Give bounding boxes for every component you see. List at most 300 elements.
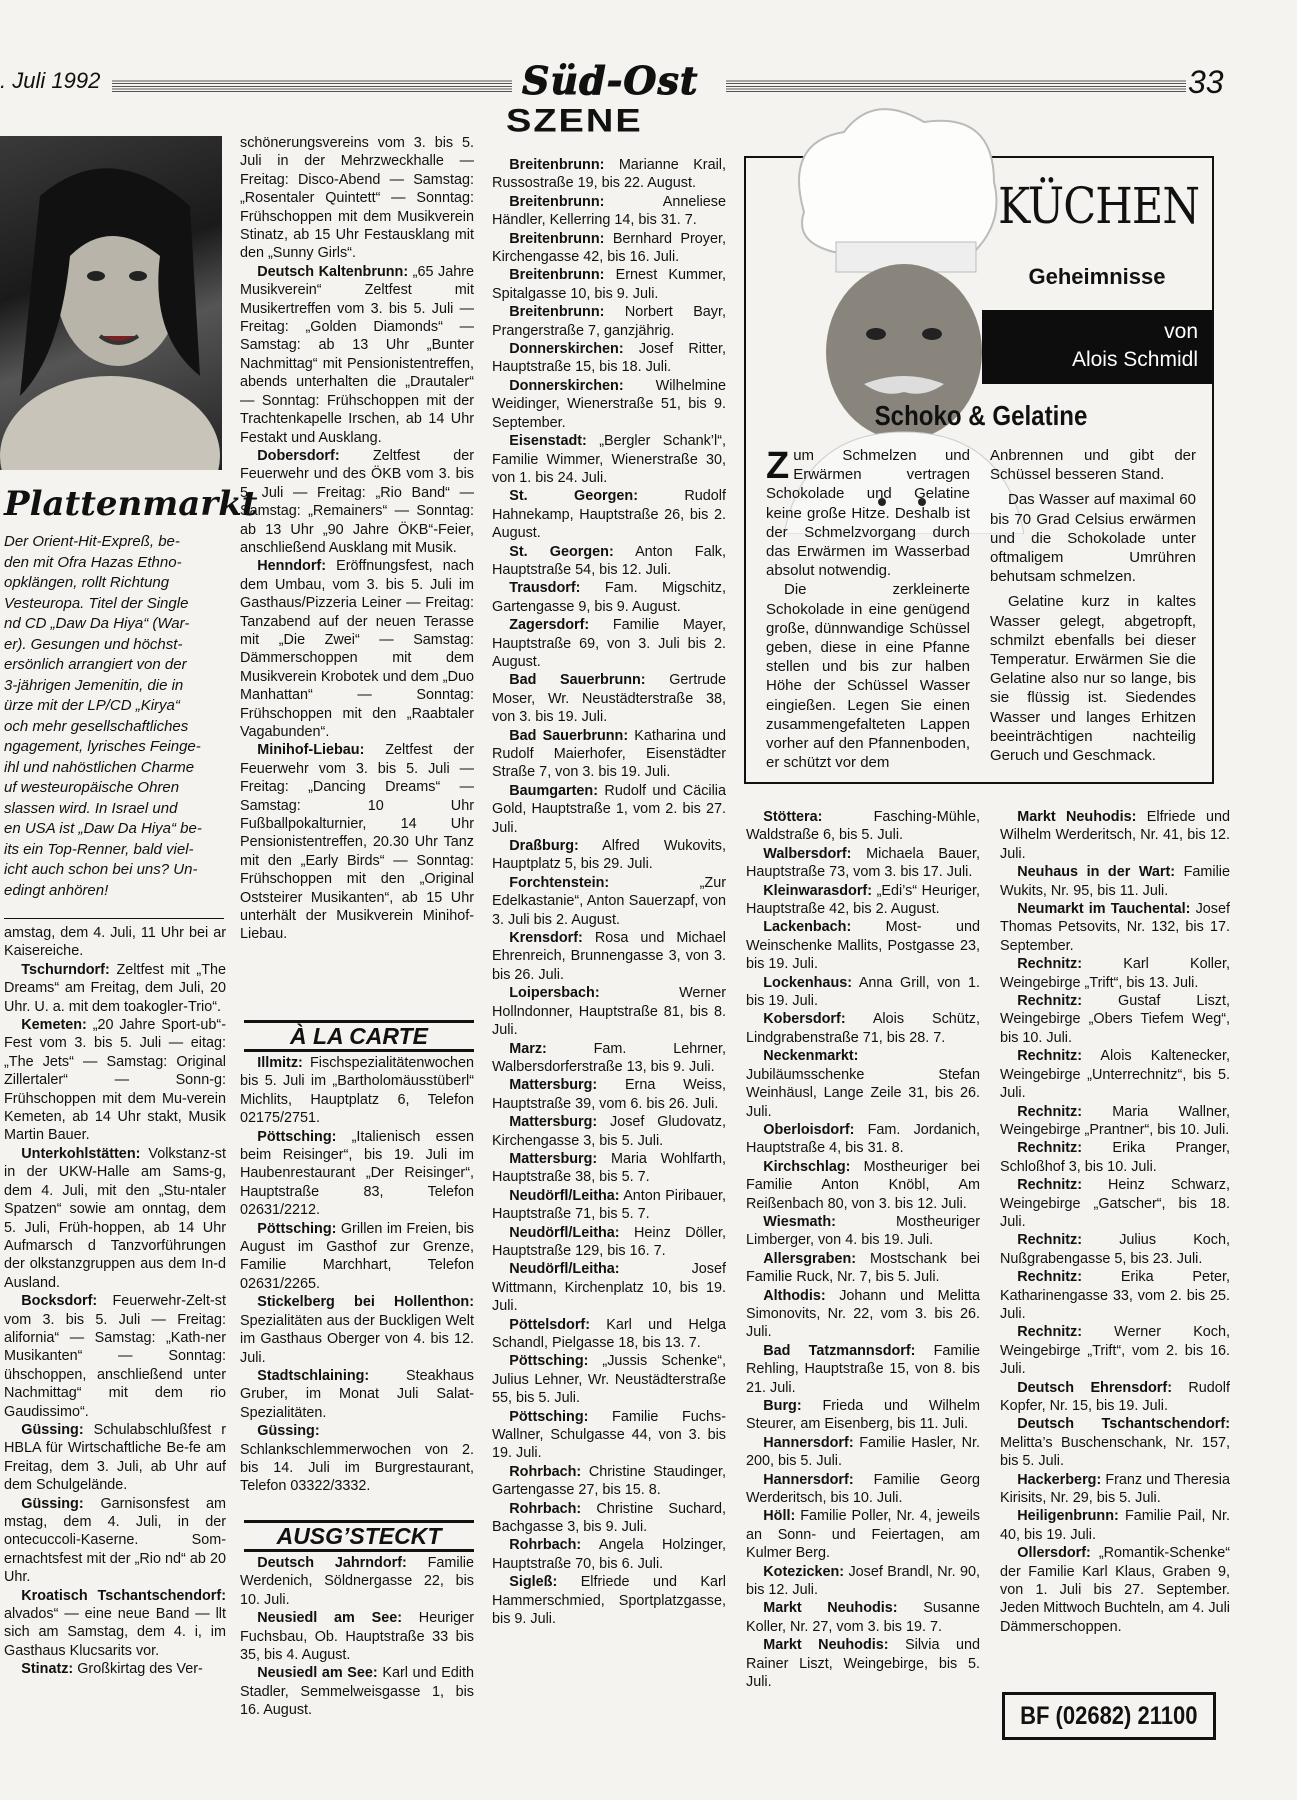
listing-text: Zeltfest mit „The Dreams“ am Freitag, dem Juli, 20 Uhr. U. a. mit dem toakogler-Trio“. (4, 961, 226, 1015)
listing-text: Rosa und Michael Ehrenreich, Brunnengasse 3, von 3. bis 26. Juli. (492, 930, 726, 983)
recipe-dropcap: Z (766, 446, 790, 487)
listing-entry (240, 1554, 474, 1609)
listing-entry (492, 1224, 726, 1261)
listing-text: Franz und Theresia Kirisits, Nr. 29, bis 5. Juli. (1000, 1471, 1230, 1507)
listing-entry (1000, 1139, 1230, 1176)
listing-entry (240, 1293, 474, 1367)
listing-entry (746, 1121, 980, 1158)
listing-text: Maria Wohlfarth, Hauptstraße 38, bis 5. 7. (492, 1150, 726, 1186)
listing-text: Zeltfest der Feuerwehr und des ÖKB vom 3. bis 5. Juli — Freitag: „Rio Band“ — Samstag: „Remainers“ — Sonntag: ab 13 Uhr „90 Jahre ÖKB“-Feier, anschließend Ausklang mit Musik. (240, 447, 474, 556)
listing-place: Güssing: (257, 1423, 320, 1440)
listing-text: „Italienisch essen beim Reisinger“, bis 19. Juli im Haubenrestaurant „Der Reisinger“, Hauptstraße 83, Telefon 02631/2212. (240, 1128, 474, 1219)
listing-place: Kroatisch Tschantschendorf: (21, 1587, 226, 1604)
listing-entry (492, 1573, 726, 1628)
listing-place: Deutsch Ehrensdorf: (1017, 1379, 1172, 1396)
listing-text: Susanne Koller, Nr. 27, vom 3. bis 19. 7. (746, 1600, 980, 1635)
listing-text: Jubiläumsschenke Stefan Weinhäusl, Lange Zeile 31, bis 26. Juli. (746, 1066, 980, 1120)
listing-place: Bad Tatzmannsdorf: (763, 1342, 916, 1359)
listing-entry (4, 1145, 226, 1292)
listing-text: Familie Werdenich, Söldnergasse 22, bis 10. Juli. (240, 1555, 474, 1608)
listing-text: alvados“ — eine neue Band — llt sich am Samstag, dem 4. i, im Gasthaus Klucsarits vor. (4, 1606, 226, 1659)
listing-text: Volkstanz-st in der UKW-Halle am Sams-g, dem 4. Juli, mit den „Stu-ntaler Spatzen“ sowie am onntag, dem 5. Juli, Früh-hoppen, ab 14 Uhr Aufmarsch d Tanzvorführungen der olkstanzgruppen aus dem In-d Ausland. (4, 1145, 226, 1291)
szene-logo (492, 58, 722, 148)
listing-place: Rohrbach: (509, 1463, 582, 1480)
listing-text: Heinz Schwarz, Weingebirge „Gatscher“, bis 18. Juli. (1000, 1177, 1230, 1230)
listing-place: Markt Neuhodis: (1017, 809, 1137, 825)
listing-place: Donnerskirchen: (509, 377, 624, 394)
listing-entry (240, 557, 474, 741)
listing-place: Deutsch Kaltenbrunn: (257, 263, 409, 280)
listing-text: Werner Hollndonner, Hauptstraße 81, bis 8. Juli. (492, 985, 726, 1039)
listing-entry (746, 1434, 980, 1471)
listing-place: Donnerskirchen: (509, 341, 624, 358)
listing-text: Alois Kaltenecker, Weingebirge „Unterrechnitz“, bis 5. Juli. (1000, 1048, 1230, 1102)
listing-entry (4, 1016, 226, 1145)
listing-text: Josef Brandl, Nr. 90, bis 12. Juli. (746, 1563, 980, 1599)
listing-place: Ollersdorf: (1017, 1545, 1091, 1562)
listing-place: Illmitz: (257, 1055, 303, 1071)
listing-place: Pöttsching: (257, 1220, 337, 1237)
listing-place: Breitenbrunn: (509, 304, 605, 321)
listing-place: Stinatz: (21, 1661, 74, 1678)
listing-entry (746, 1599, 980, 1636)
listing-place: Kotezicken: (763, 1563, 845, 1580)
listing-place: Neusiedl am See: (257, 1665, 378, 1682)
intro-line: er). Gesungen und höchst- (4, 635, 183, 653)
listing-entry (492, 156, 726, 193)
intro-line: 3-jährigen Jemenitin, die in (4, 676, 184, 694)
listing-text: „20 Jahre Sport-ub“-Fest vom 3. bis 5. Juli — eitag: „The Jets“ — Samstag: Original Zillertaler“ — Sonn-g: Frühschoppen mit dem Mu-verein Kemeten, ab 14 Uhr stakt, Musik Martin Bauer. (4, 1017, 226, 1144)
listing-entry (746, 1250, 980, 1287)
listing-entry (4, 961, 226, 1016)
listing-place: Güssing: (21, 1495, 84, 1512)
listing-text: Feuerwehr-Zelt-st vom 3. bis 5. Juli — Freitag: alifornia“ — Samstag: „Kath-ner Musikanten“ — Sonntag: ühschoppen, anschließend unter Nachmittag“ mit dem rio Gaudissimo“. (4, 1293, 226, 1420)
intro-line: Der Orient-Hit-Expreß, be- (4, 533, 180, 550)
listing-text: Johann und Melitta Simonovits, Nr. 22, vom 3. bis 26. Juli. (746, 1287, 980, 1341)
listing-place: Neudörfl/Leitha: (509, 1187, 620, 1204)
listing-entry (492, 874, 726, 929)
intro-line: ngagement, lyrisches Feinge- (4, 738, 201, 755)
listing-place: Rechnitz: (1017, 1324, 1083, 1341)
kuechen-title: KÜCHEN (998, 177, 1200, 235)
listing-text: Gustaf Liszt, Weingebirge „Obers Tiefem Weg“, bis 10. Juli. (1000, 993, 1230, 1046)
listing-text: „Edi’s“ Heuriger, Hauptstraße 42, bis 2. August. (746, 882, 980, 918)
plattenmarkt-heading: Plattenmarkt (4, 484, 258, 524)
listing-place: Allersgraben: (763, 1250, 857, 1267)
listing-text: Elfriede und Karl Hammerschmied, Sportplatzgasse, bis 9. Juli. (492, 1574, 726, 1628)
listing-entry (492, 984, 726, 1039)
listing-entry (240, 1054, 474, 1128)
listing-place: Rechnitz: (1017, 1103, 1083, 1120)
heurigen-column-5 (1000, 808, 1230, 1688)
listing-entry (746, 1507, 980, 1562)
listing-entry (746, 1563, 980, 1600)
listing-text: Rudolf Hahnekamp, Hauptstraße 26, bis 2. August. (492, 488, 726, 542)
intro-line: ihl und nahöstlichen Charme (4, 758, 195, 776)
listing-place: Neuhaus in der Wart: (1017, 864, 1176, 881)
recipe-text-right: Anbrennen und gibt der Schüssel besseren Stand. Das Wasser auf maximal 60 bis 70 Grad Celsius erwärmen und die Schokolade unter oftmaligem Umrühren behutsam schmelzen. Gelatine kurz in kaltes Wasser gelegt, abgetropft, schmilzt ebenfalls bei dieser Temperatur. Erwärmen Sie die Gelatine also nur so lange, bis sie flüssig ist. Siedendes Wasser und langes Erhitzen beeinträchtigen nachteilig Geruch und Geschmack. (990, 447, 1196, 765)
listing-place: Forchtenstein: (509, 874, 610, 891)
listing-text: Frieda und Wilhelm Steurer, am Eisenberg, bis 11. Juli. (746, 1398, 980, 1433)
listing-entry (240, 134, 474, 263)
listing-place: Trausdorf: (509, 580, 581, 597)
listing-entry (746, 845, 980, 882)
intro-line: slassen wird. In Israel und (4, 799, 178, 817)
listing-text: Most- und Weinschenke Mallits, Postgasse 23, bis 19. Juli. (746, 919, 980, 973)
listing-entry (240, 263, 474, 447)
listing-entry (240, 447, 474, 557)
listing-entry (746, 1010, 980, 1047)
listing-entry (492, 377, 726, 432)
listing-text: Anneliese Händler, Kellerring 14, bis 31. 7. (492, 193, 726, 229)
listing-entry (492, 193, 726, 230)
listing-entry (1000, 900, 1230, 955)
recipe-text-left: Zum Schmelzen und Erwärmen vertragen Schokolade und Gelatine keine große Hitze. Deshalb ist der Schmelzvorgang durch das Erwärmen im Wasserbad absolut notwendig. Die zerkleinerte Schokolade in eine genügend große, dünnwandige Schüssel geben, diese in eine Pfanne stellen und bis zur halben Höhe der Schüssel Wasser eingießen. Legen Sie einen zusammengefalteten Lappen vorher auf den Pfannenboden, er schützt vor dem (766, 446, 970, 772)
listing-entry (1000, 955, 1230, 992)
listing-entry (746, 1158, 980, 1213)
listing-place: Neumarkt im Tauchental: (1017, 901, 1191, 918)
listing-place: Hannersdorf: (763, 1434, 854, 1451)
listing-entry (492, 671, 726, 726)
listing-text: Fam. Lehrner, Walbersdorferstraße 13, bis 9. Juli. (492, 1040, 726, 1075)
listing-entry (4, 1587, 226, 1661)
listing-place: Neusiedl am See: (257, 1610, 403, 1627)
alacarte-list (240, 1054, 474, 1520)
listing-place: Marz: (509, 1040, 547, 1057)
page-number: 33 (1188, 64, 1224, 100)
listing-text: Schulabschlußfest r HBLA für Wirtschaftliche Be-fe am Freitag, dem 3. Juli, ab Uhr auf dem Schulgelände. (4, 1421, 226, 1494)
listing-entry (492, 1040, 726, 1077)
left-entries (4, 924, 226, 1784)
listing-text: Alfred Wukovits, Hauptplatz 5, bis 29. Juli. (492, 838, 726, 873)
listing-text: Karl und Helga Schandl, Pielgasse 18, bis 13. 7. (492, 1316, 726, 1351)
listing-place: Neckenmarkt: (763, 1048, 859, 1065)
listing-text: Heinz Döller, Hauptstraße 129, bis 16. 7. (492, 1224, 726, 1259)
listing-entry (240, 1422, 474, 1496)
listing-entry (746, 974, 980, 1011)
szene-logo-top: Süd-Ost (522, 58, 699, 103)
listing-entry (492, 1150, 726, 1187)
listing-entry (492, 1408, 726, 1463)
listing-text: Bernhard Proyer, Kirchengasse 42, bis 16. Juli. (492, 230, 726, 266)
listing-entry (492, 929, 726, 984)
listing-place: Kirchschlag: (763, 1158, 851, 1175)
listing-entry (492, 616, 726, 671)
listing-place: Mattersburg: (509, 1077, 598, 1094)
listing-place: Deutsch Tschantschendorf: (1017, 1416, 1230, 1433)
listing-place: Henndorf: (257, 558, 327, 575)
ausgsteckt-list (240, 1554, 474, 1790)
listing-place: Deutsch Jahrndorf: (257, 1555, 407, 1571)
listing-text: Heuriger Fuchsbau, Ob. Hauptstraße 33 bis 35, bis 4. August. (240, 1610, 474, 1664)
listing-place: Sigleß: (509, 1574, 558, 1591)
listing-entry (4, 1660, 226, 1678)
listing-place: Pöttsching: (509, 1408, 589, 1425)
listing-entry (4, 924, 226, 961)
listing-text: amstag, dem 4. Juli, 11 Uhr bei ar Kaisereiche. (4, 925, 226, 960)
listing-text: Katharina und Rudolf Maierhofer, Eisenstädter Straße 7, von 3. bis 19. Juli. (492, 727, 726, 781)
listing-text: „65 Jahre Musikverein“ Zeltfest mit Musikertreffen vom 3. bis 5. Juli — Freitag: „Golden Diamonds“ — Samstag: ab 13 Uhr „Bunter Nachmittag“ mit Pensionistentreffen, abends unterhalten die „Drautaler“ — Sonntag: Frühschoppen mit der Trachtenkapelle Irschen, ab 14 Uhr Festakt und Ausklang. (240, 263, 474, 446)
listing-place: Neudörfl/Leitha: (509, 1261, 620, 1278)
listing-entry (746, 918, 980, 973)
listing-place: Neudörfl/Leitha: (509, 1224, 620, 1241)
listing-entry (492, 230, 726, 267)
listing-text: Christine Suchard, Bachgasse 3, bis 9. Juli. (492, 1500, 726, 1536)
listing-place: Tschurndorf: (21, 961, 110, 978)
intro-line: edingt anhören! (4, 881, 109, 899)
listing-text: Familie Fuchs-Wallner, Schulgasse 44, von 3. bis 19. Juli. (492, 1408, 726, 1462)
listing-entry (492, 1187, 726, 1224)
listing-text: Familie Wukits, Nr. 95, bis 11. Juli. (1000, 864, 1230, 899)
listing-text: Anton Falk, Hauptstraße 54, bis 12. Juli. (492, 543, 726, 578)
ausgsteckt-header: AUSG’STECKT (244, 1520, 474, 1552)
listing-text: Elfriede und Wilhelm Werderitsch, Nr. 41, bis 12. Juli. (1000, 809, 1230, 862)
header-rule-left (112, 80, 512, 92)
listing-place: St. Georgen: (509, 488, 638, 505)
listing-text: Ernest Kummer, Spitalgasse 10, bis 9. Juli. (492, 267, 726, 302)
listing-place: Eisenstadt: (509, 433, 587, 450)
listing-text: Marianne Krail, Russostraße 19, bis 22. August. (492, 157, 726, 192)
listing-entry (492, 837, 726, 874)
listing-place: Rechnitz: (1017, 993, 1083, 1010)
veranstaltungen-column (240, 134, 474, 1022)
listing-text: Gertrude Moser, Wr. Neustädterstraße 38, von 3. bis 19. Juli. (492, 672, 726, 726)
listing-entry (492, 727, 726, 782)
listing-text: Zeltfest der Feuerwehr vom 3. bis 5. Juli — Freitag: „Dancing Dreams“ — Samstag: 10 Uhr Fußballpokalturnier, 14 Uhr Pensionistentreffen, 20.30 Uhr Tanz mit den „Early Birds“ — Sonntag: Frühschoppen mit den „Original Oststeirer Musikanten“, ab 15 Uhr unterhält der Musikverein Minihof-Liebau. (240, 742, 474, 943)
listing-entry (240, 741, 474, 943)
listing-place: Burg: (763, 1398, 802, 1414)
listing-entry (1000, 1047, 1230, 1102)
listing-entry (492, 543, 726, 580)
listing-place: Höll: (763, 1508, 796, 1525)
listing-place: Althodis: (763, 1287, 826, 1304)
listing-place: Minihof-Liebau: (257, 742, 365, 759)
listing-place: Breitenbrunn: (509, 157, 605, 173)
listing-place: Lackenbach: (763, 919, 852, 936)
intro-line: och mehr gesellschaftliches (4, 717, 189, 735)
listing-text: Anton Piribauer, Hauptstraße 71, bis 5. 7. (492, 1187, 726, 1223)
listing-text: Karl und Edith Stadler, Semmelweisgasse 1, bis 16. August. (240, 1665, 474, 1719)
intro-line: nd CD „Daw Da Hiya“ (War- (4, 615, 190, 632)
listing-text: Josef Ritter, Hauptstraße 15, bis 18. Juli. (492, 341, 726, 376)
listing-text: Fam. Migschitz, Gartengasse 9, bis 9. August. (492, 580, 726, 615)
listing-place: St. Georgen: (509, 543, 614, 560)
listing-text: Silvia und Rainer Liszt, Weingebirge, bis 5. Juli. (746, 1637, 980, 1691)
listing-entry (746, 1636, 980, 1691)
listing-place: Loipersbach: (509, 985, 600, 1002)
listing-text: Rudolf und Cäcilia Gold, Hauptstraße 1, vom 2. bis 27. Juli. (492, 782, 726, 836)
listing-place: Bad Sauerbrunn: (509, 672, 646, 689)
listing-entry (492, 1500, 726, 1537)
listing-entry (1000, 992, 1230, 1047)
listing-text: „Bergler Schank’l“, Familie Wimmer, Wienerstraße 30, von 1. bis 24. Juli. (492, 433, 726, 486)
listing-entry (240, 1664, 474, 1719)
listing-text: Fischspezialitätenwochen bis 5. Juli im „Bartholomäusstüberl“ Michlits, Hauptplatz 6, Telefon 02175/2751. (240, 1055, 474, 1127)
intro-line: den mit Ofra Hazas Ethno- (4, 553, 182, 571)
listing-text: Josef Wittmann, Kirchenplatz 10, bis 19. Juli. (492, 1261, 726, 1315)
listing-place: Rechnitz: (1017, 1140, 1083, 1157)
listing-text: Familie Pail, Nr. 40, bis 19. Juli. (1000, 1508, 1230, 1543)
listing-place: Unterkohlstätten: (21, 1145, 141, 1162)
listing-text: Rudolf Kopfer, Nr. 15, bis 19. Juli. (1000, 1379, 1230, 1414)
listing-text: Mostschank bei Familie Ruck, Nr. 7, bis 5. Juli. (746, 1250, 980, 1286)
listing-text: Familie Poller, Nr. 4, jeweils an Sonn- und Feiertagen, am Kulmer Berg. (746, 1508, 980, 1562)
header-date: . Juli 1992 (0, 68, 101, 93)
listing-place: Wiesmath: (763, 1213, 836, 1230)
intro-line: ürze mit der LP/CD „Kirya“ (4, 697, 180, 714)
listing-place: Draßburg: (509, 838, 579, 855)
listing-entry (492, 266, 726, 303)
intro-line: ersönlich arrangiert von der (4, 656, 187, 673)
listing-entry (1000, 1544, 1230, 1636)
listing-text: Erika Peter, Katharinengasse 33, vom 2. bis 25. Juli. (1000, 1269, 1230, 1322)
listing-text: Josef Gludovatz, Kirchengasse 3, bis 5. Juli. (492, 1114, 726, 1149)
listing-entry (746, 1213, 980, 1250)
listing-text: Norbert Bayr, Prangerstraße 7, ganzjährig. (492, 304, 726, 339)
listing-place: Walbersdorf: (763, 845, 852, 862)
listing-text: Mostheuriger Limberger, von 4. bis 19. Juli. (746, 1213, 980, 1249)
listing-place: Mattersburg: (509, 1114, 598, 1131)
listing-entry (4, 1292, 226, 1421)
listing-text: „Jussis Schenke“, Julius Lehner, Wr. Neustädterstraße 55, bis 5. Juli. (492, 1353, 726, 1407)
listing-place: Breitenbrunn: (509, 267, 605, 284)
intro-line: opklängen, rollt Richtung (4, 574, 170, 591)
listing-place: Oberloisdorf: (763, 1121, 855, 1138)
listing-place: Pöttelsdorf: (509, 1316, 591, 1333)
listing-text: Anna Grill, von 1. bis 19. Juli. (746, 974, 980, 1010)
listing-place: Markt Neuhodis: (763, 1600, 898, 1617)
listing-text: Familie Hasler, Nr. 200, bis 5. Juli. (746, 1434, 980, 1470)
listing-place: Bad Sauerbrunn: (509, 727, 629, 744)
portrait-icon (0, 136, 222, 470)
listing-entry (1000, 808, 1230, 863)
listing-text: Julius Koch, Nußgrabengasse 5, bis 23. Juli. (1000, 1232, 1230, 1267)
listing-place: Stadtschlaining: (257, 1367, 370, 1384)
szene-logo-bottom: SZENE (506, 103, 643, 139)
listing-text: Karl Koller, Weingebirge „Trift“, bis 13. Juli. (1000, 956, 1230, 991)
phone-number: BF (02682) 21100 (1020, 1702, 1198, 1730)
listing-entry (492, 1463, 726, 1500)
intro-line: Vesteuropa. Titel der Single (4, 594, 189, 612)
listing-entry (1000, 1471, 1230, 1508)
listing-place: Mattersburg: (509, 1150, 598, 1167)
artist-photo (0, 136, 222, 470)
listing-text: schönerungsvereins vom 3. bis 5. Juli in der Mehrzweckhalle — Freitag: Disco-Abend — Samstag: „Rosentaler Quintett“ — Sonntag: Frühschoppen mit dem Musikverein Stinatz, ab 15 Uhr Festausklang mit den „Sunny Girls“. (240, 135, 474, 262)
listing-place: Dobersdorf: (257, 447, 340, 464)
listing-place: Rechnitz: (1017, 1269, 1083, 1286)
listing-text: Alois Schütz, Lindgrabenstraße 71, bis 28. 7. (746, 1011, 980, 1046)
listing-entry (1000, 1268, 1230, 1323)
listing-entry (746, 1287, 980, 1342)
listing-entry (1000, 863, 1230, 900)
listing-text: Fam. Jordanich, Hauptstraße 4, bis 31. 8. (746, 1121, 980, 1157)
listing-text: Erika Pranger, Schloßhof 3, bis 10. Juli. (1000, 1140, 1230, 1175)
geheimnisse-subtitle: Geheimnisse (1028, 264, 1166, 289)
listing-entry (1000, 1176, 1230, 1231)
intro-line: en USA ist „Daw Da Hiya“ be- (4, 820, 202, 837)
listing-entry (492, 1352, 726, 1407)
listing-entry (240, 1609, 474, 1664)
intro-line: its ein Top-Renner, bald viel- (4, 840, 194, 858)
listing-text: Michaela Bauer, Hauptstraße 73, vom 3. bis 17. Juli. (746, 845, 980, 881)
listing-entry (746, 1342, 980, 1397)
heurigen-column-4 (746, 808, 980, 1788)
listing-place: Hannersdorf: (763, 1471, 854, 1488)
listing-entry (492, 1260, 726, 1315)
alacarte-header: À LA CARTE (244, 1020, 474, 1052)
listing-entry (492, 1316, 726, 1353)
listing-entry (240, 1220, 474, 1294)
listing-entry (240, 1128, 474, 1220)
listing-place: Stöttera: (763, 809, 823, 825)
listing-text: Familie Georg Werderitsch, bis 10. Juli. (746, 1471, 980, 1507)
listing-place: Breitenbrunn: (509, 230, 605, 247)
listing-text: Melitta’s Buschenschank, Nr. 157, bis 5. Juli. (1000, 1434, 1230, 1470)
listing-text: Werner Koch, Weingebirge „Trift“, vom 2. bis 16. Juli. (1000, 1324, 1230, 1378)
listing-place: Zagersdorf: (509, 617, 590, 634)
listing-place: Stickelberg bei Hollenthon: (257, 1294, 474, 1311)
phone-box (1002, 1692, 1216, 1740)
listing-place: Rechnitz: (1017, 1177, 1083, 1194)
listing-place: Pöttsching: (257, 1128, 337, 1145)
listing-text: Schlankschlemmerwochen von 2. bis 14. Juli im Burgrestaurant, Telefon 03322/3332. (240, 1441, 474, 1495)
listing-text: Josef Thomas Petsovits, Nr. 132, bis 17. September. (1000, 901, 1230, 954)
listing-entry (492, 303, 726, 340)
listing-place: Rechnitz: (1017, 956, 1083, 973)
plattenmarkt-text (4, 532, 226, 901)
listing-text: Wilhelmine Weidinger, Wienerstraße 51, bis 9. September. (492, 377, 726, 431)
listing-place: Kobersdorf: (763, 1011, 846, 1028)
listing-place: Krensdorf: (509, 930, 583, 947)
listing-text: Familie Mayer, Hauptstraße 69, von 3. Juli bis 2. August. (492, 617, 726, 670)
listing-entry (746, 882, 980, 919)
listing-entry (492, 340, 726, 377)
listing-entry (4, 1421, 226, 1495)
listing-text: Mostheuriger bei Familie Anton Knöbl, Am Reißenbach 80, von 3. bis 12. Juli. (746, 1158, 980, 1212)
listing-entry (1000, 1379, 1230, 1416)
listing-entry (492, 487, 726, 542)
recipe-box (744, 156, 1214, 784)
listing-entry (1000, 1323, 1230, 1378)
listing-entry (1000, 1103, 1230, 1140)
recipe-headline: Schoko & Gelatine (874, 400, 1088, 431)
listing-entry (492, 1113, 726, 1150)
listing-place: Markt Neuhodis: (763, 1637, 889, 1654)
listing-place: Kleinwarasdorf: (763, 882, 873, 899)
listing-place: Kemeten: (21, 1017, 87, 1034)
listing-text: Großkirtag des Ver- (77, 1661, 203, 1678)
listing-entry (746, 808, 980, 845)
intro-line: icht auch schon bei uns? Un- (4, 861, 198, 878)
listing-text: „Romantik-Schenke“ der Familie Karl Klaus, Graben 9, von 1. Juli bis 27. September. Jeden Mittwoch Buchteln, am 4. Juli Dämmerschoppen. (1000, 1545, 1230, 1635)
listing-entry (4, 1495, 226, 1587)
listing-text: Familie Rehling, Hauptstraße 15, von 8. bis 21. Juli. (746, 1342, 980, 1396)
author-name: Alois Schmidl (1071, 348, 1198, 371)
listing-entry (492, 1536, 726, 1573)
author-banner (982, 310, 1212, 384)
listing-entry (746, 1047, 980, 1121)
listing-place: Breitenbrunn: (509, 193, 605, 210)
listing-text: Erna Weiss, Hauptstraße 39, vom 6. bis 26. Juli. (492, 1077, 726, 1112)
listing-place: Rohrbach: (509, 1500, 582, 1517)
author-by: von (1164, 320, 1198, 343)
listing-entry (1000, 1507, 1230, 1544)
listing-text: Steakhaus Gruber, im Monat Juli Salat-Spezialitäten. (240, 1367, 474, 1421)
listing-entry (492, 1076, 726, 1113)
listing-entry (240, 1367, 474, 1422)
left-divider (4, 918, 224, 919)
listing-place: Lockenhaus: (763, 974, 853, 991)
